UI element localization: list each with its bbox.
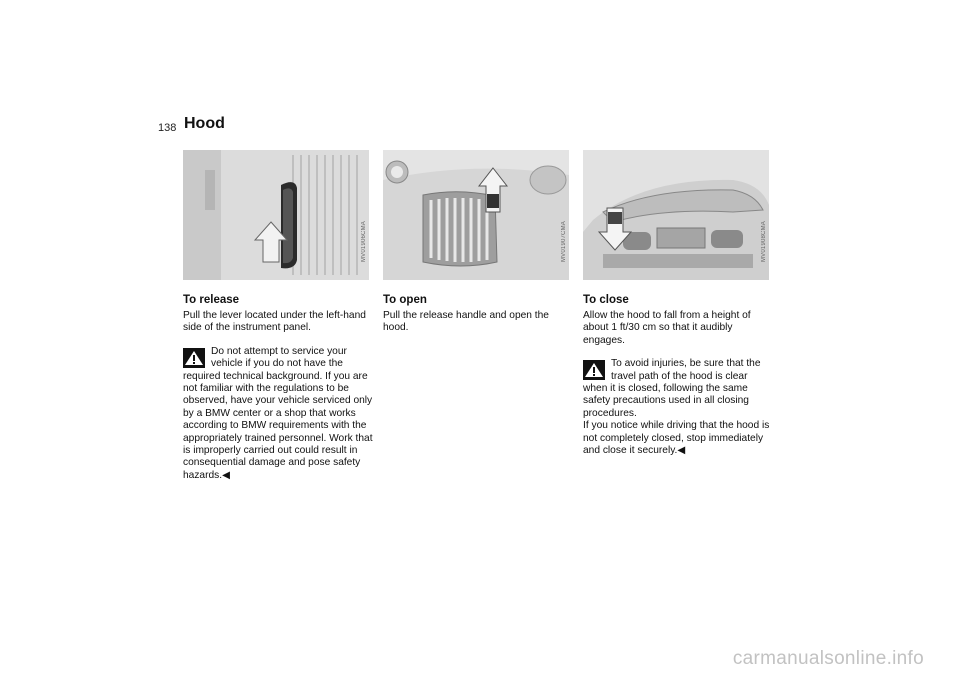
open-text: Pull the release handle and open the hood. (383, 310, 549, 334)
figure-code: MV01908CMA (761, 220, 767, 262)
release-heading: To release (183, 294, 240, 306)
figure-close-hood (583, 150, 769, 280)
release-warning (183, 346, 373, 482)
grille-illustration (383, 150, 569, 280)
section-open (383, 294, 573, 335)
close-warning (583, 358, 773, 457)
section-release (183, 294, 373, 482)
open-heading: To open (383, 294, 427, 306)
close-text: Allow the hood to fall from a height of about 1 ft/30 cm so that it audibly engages. (583, 310, 751, 346)
release-lever-illustration (183, 150, 369, 280)
section-close (583, 294, 773, 457)
close-warning-extra: If you notice while driving that the hood is not completely closed, stop immediately and close it securely.◀ (583, 420, 770, 457)
car-front-illustration (583, 150, 769, 280)
release-warning-text: Do not attempt to service your vehicle if you do not have the required technical background. If you are not familiar with the regulations to be observed, have your vehicle serviced only by a BMW center or a shop that works according to BMW requirements with the appropriately trained personnel. Work that is improperly carried out could result in consequential damage and pose safety hazards.◀ (183, 345, 373, 481)
release-text: Pull the lever located under the left-hand side of the instrument panel. (183, 310, 366, 334)
page-title: Hood (184, 115, 225, 132)
warning-icon (583, 360, 605, 380)
watermark: carmanualsonline.info (732, 648, 924, 669)
close-warning-text: To avoid injuries, be sure that the travel path of the hood is clear when it is closed, following the same safety precautions used in all closing procedures. (583, 358, 761, 419)
figure-release-lever (183, 150, 369, 280)
figure-open-hood (383, 150, 569, 280)
figure-code: MV01907CMA (561, 220, 567, 262)
page-number: 138 (158, 122, 177, 134)
warning-icon (183, 348, 205, 368)
close-heading: To close (583, 294, 629, 306)
figure-code: MV01906CMA (361, 220, 367, 262)
